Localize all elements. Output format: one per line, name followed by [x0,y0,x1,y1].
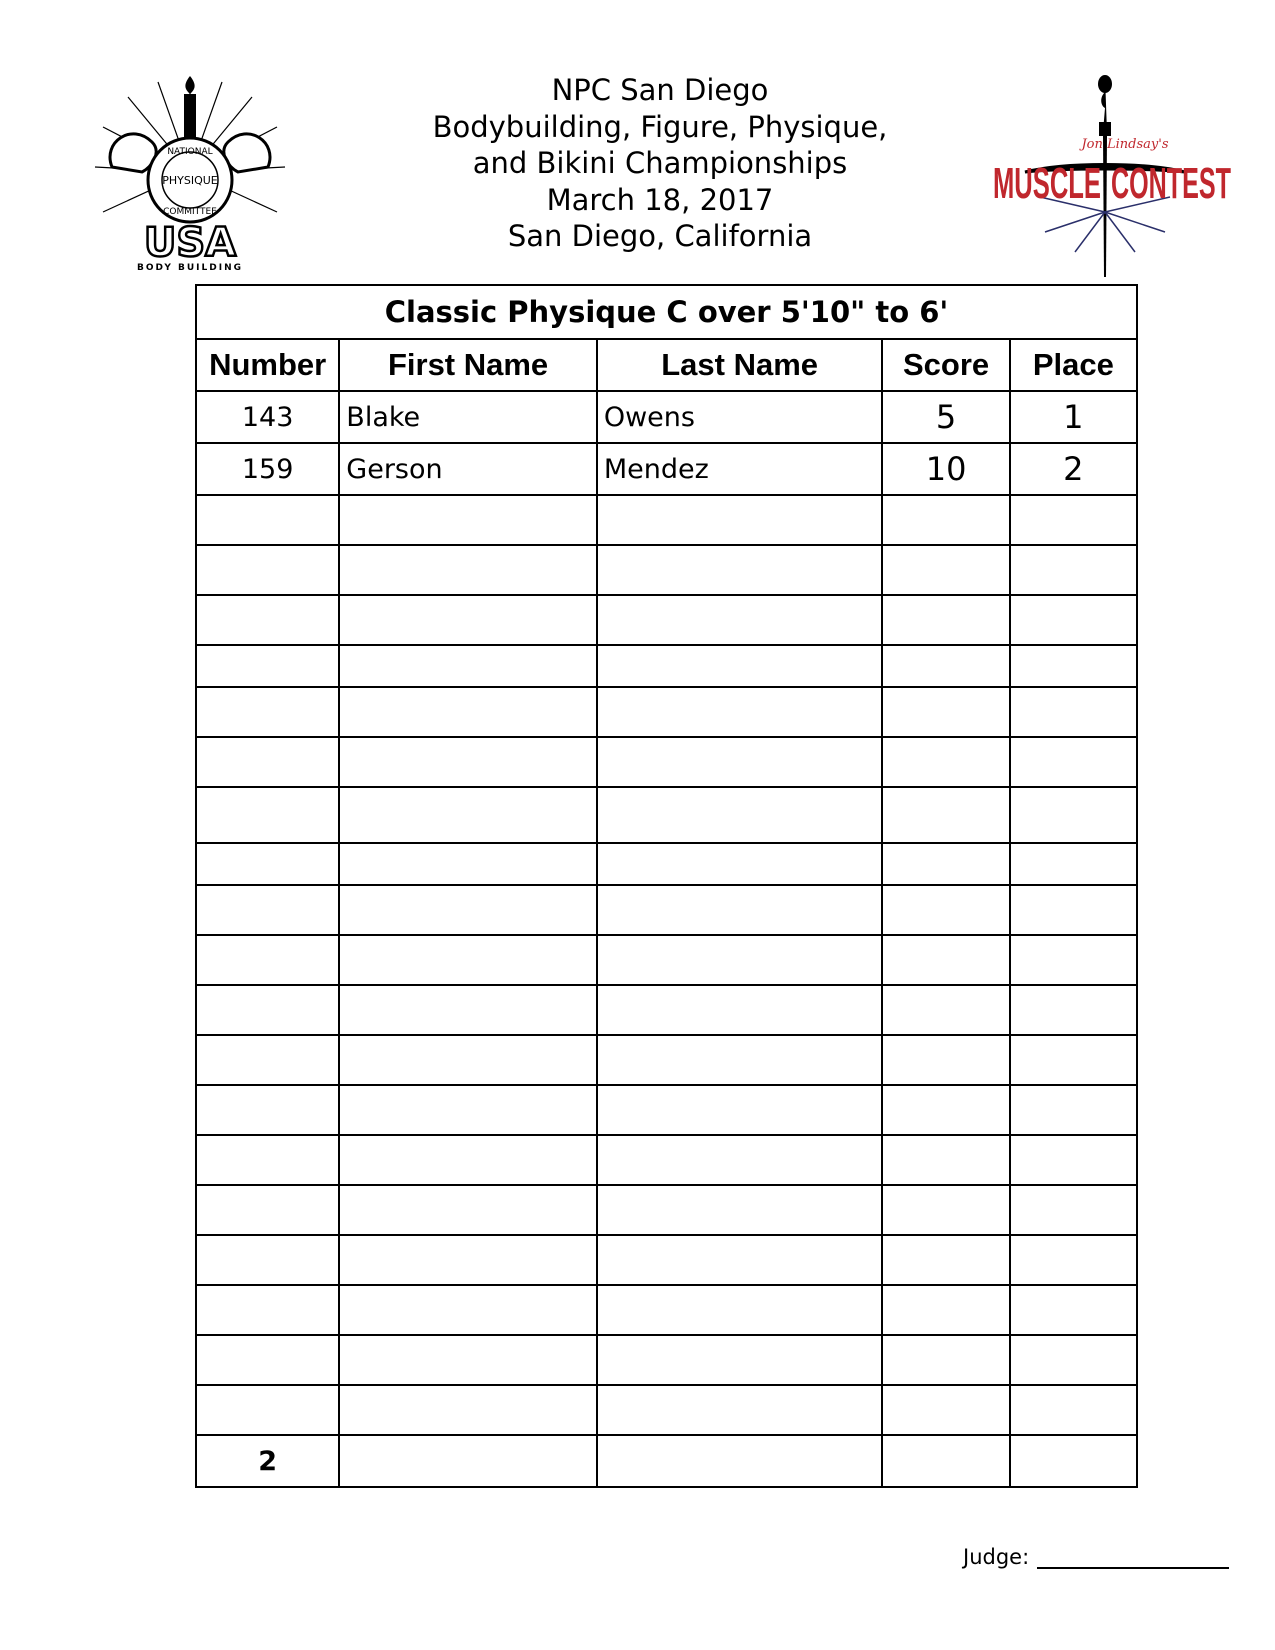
table-row [196,443,1137,495]
empty-row [196,1085,1137,1135]
empty-row [196,1235,1137,1285]
empty-row [196,595,1137,645]
empty-cell [597,545,883,595]
empty-cell [339,687,597,737]
count-row [196,1435,1137,1487]
empty-cell [1010,595,1137,645]
empty-cell [882,495,1009,545]
header-line-categories: Bodybuilding, Figure, Physique, [432,109,888,144]
empty-cell [196,545,339,595]
empty-cell [1010,1185,1137,1235]
empty-cell [597,935,883,985]
empty-cell [339,1085,597,1135]
empty-cell [196,787,339,843]
empty-cell [597,885,883,935]
empty-cell [339,737,597,787]
empty-cell [196,687,339,737]
empty-cell [1010,985,1137,1035]
table-row [196,391,1137,443]
empty-cell [1010,1385,1137,1435]
empty-cell [1010,1435,1137,1487]
empty-cell [339,1335,597,1385]
empty-cell [597,1085,883,1135]
empty-cell [1010,1235,1137,1285]
empty-row [196,737,1137,787]
empty-cell [339,1435,597,1487]
header-line-championships: and Bikini Championships [472,146,848,180]
empty-row [196,1335,1137,1385]
empty-cell [196,1085,339,1135]
empty-cell [196,843,339,885]
npc-logo-ring-top: NATIONAL [167,147,213,157]
cell-place: 2 [1010,443,1137,495]
empty-cell [1010,885,1137,935]
header-line-date: March 18, 2017 [546,182,774,217]
empty-row [196,1185,1137,1235]
cell-first-name: Blake [339,391,597,443]
empty-cell [196,1385,339,1435]
empty-row [196,645,1137,687]
empty-cell [339,1235,597,1285]
empty-cell [339,1185,597,1235]
npc-logo-middle: PHYSIQUE [162,174,218,187]
empty-cell [882,737,1009,787]
empty-cell [597,1285,883,1335]
empty-cell [339,985,597,1035]
empty-cell [1010,1335,1137,1385]
judge-label: Judge: [963,1545,1030,1569]
empty-cell [196,985,339,1035]
npc-logo-ring-bottom: COMMITTEE [163,207,217,217]
column-header-first-name: First Name [339,339,597,391]
empty-row [196,935,1137,985]
empty-cell [196,1235,339,1285]
empty-cell [597,737,883,787]
empty-cell [882,885,1009,935]
npc-usa-logo [92,72,288,272]
empty-cell [196,737,339,787]
class-title: Classic Physique C over 5'10" to 6' [196,285,1137,339]
cell-place: 1 [1010,391,1137,443]
empty-cell [597,843,883,885]
empty-cell [196,1185,339,1235]
npc-logo-sub: BODY BUILDING [137,263,243,272]
empty-cell [597,645,883,687]
empty-cell [339,595,597,645]
empty-row [196,985,1137,1035]
empty-cell [882,645,1009,687]
empty-cell [597,1035,883,1085]
empty-cell [882,935,1009,985]
column-header-last-name: Last Name [597,339,883,391]
empty-cell [1010,1035,1137,1085]
empty-cell [196,935,339,985]
cell-score: 10 [882,443,1009,495]
empty-cell [1010,1085,1137,1135]
empty-row [196,1285,1137,1335]
empty-cell [597,1385,883,1435]
empty-cell [1010,495,1137,545]
empty-cell [1010,787,1137,843]
cell-last-name: Mendez [597,443,883,495]
cell-last-name: Owens [597,391,883,443]
empty-cell [339,1385,597,1435]
empty-row [196,687,1137,737]
cell-number: 143 [196,391,339,443]
empty-cell [882,595,1009,645]
empty-cell [339,645,597,687]
cell-number: 159 [196,443,339,495]
empty-cell [882,1135,1009,1185]
npc-logo-country: USA [143,220,237,266]
empty-cell [882,985,1009,1035]
empty-cell [597,595,883,645]
empty-cell [339,545,597,595]
empty-cell [339,885,597,935]
muscle-contest-logo [985,72,1240,282]
empty-row [196,545,1137,595]
event-header [340,72,980,255]
empty-cell [882,545,1009,595]
cell-score: 5 [882,391,1009,443]
empty-cell [1010,737,1137,787]
empty-cell [1010,1135,1137,1185]
empty-row [196,495,1137,545]
empty-cell [882,1385,1009,1435]
empty-cell [597,1185,883,1235]
column-header-place: Place [1010,339,1137,391]
empty-row [196,1385,1137,1435]
empty-row [196,1135,1137,1185]
empty-cell [597,1135,883,1185]
empty-cell [339,787,597,843]
empty-cell [196,1285,339,1335]
empty-cell [339,1285,597,1335]
cell-first-name: Gerson [339,443,597,495]
column-header-number: Number [196,339,339,391]
header-line-org: NPC San Diego [551,73,769,107]
empty-cell [339,1035,597,1085]
empty-cell [196,595,339,645]
empty-cell [597,787,883,843]
mc-logo-left-word: MUSCLE [993,159,1101,208]
empty-cell [882,1335,1009,1385]
empty-cell [1010,843,1137,885]
empty-cell [882,843,1009,885]
empty-cell [597,687,883,737]
empty-cell [597,1335,883,1385]
empty-cell [196,1035,339,1085]
column-header-score: Score [882,339,1009,391]
competitor-count: 2 [196,1435,339,1487]
empty-row [196,885,1137,935]
empty-row [196,787,1137,843]
judge-signature [963,1545,1229,1569]
empty-cell [339,843,597,885]
empty-cell [1010,935,1137,985]
empty-cell [882,787,1009,843]
empty-cell [339,1135,597,1185]
empty-cell [882,1185,1009,1235]
empty-cell [597,1235,883,1285]
empty-cell [597,1435,883,1487]
empty-cell [1010,645,1137,687]
mc-logo-script: Jon Lindsay's [1081,137,1169,152]
empty-cell [196,495,339,545]
empty-cell [339,495,597,545]
empty-row [196,843,1137,885]
empty-cell [196,645,339,687]
empty-cell [597,495,883,545]
empty-cell [196,1135,339,1185]
empty-cell [1010,687,1137,737]
empty-cell [882,1085,1009,1135]
empty-cell [882,1285,1009,1335]
empty-cell [1010,1285,1137,1335]
empty-cell [1010,545,1137,595]
header-line-location: San Diego, California [507,219,813,253]
judge-signature-line[interactable] [1037,1545,1229,1569]
empty-cell [882,687,1009,737]
empty-cell [882,1435,1009,1487]
empty-row [196,1035,1137,1085]
empty-cell [597,985,883,1035]
mc-logo-right-word: CONTEST [1111,159,1232,208]
results-table [195,284,1138,1488]
empty-cell [196,885,339,935]
empty-cell [882,1235,1009,1285]
empty-cell [196,1335,339,1385]
empty-cell [339,935,597,985]
empty-cell [882,1035,1009,1085]
column-header-row [196,339,1137,391]
